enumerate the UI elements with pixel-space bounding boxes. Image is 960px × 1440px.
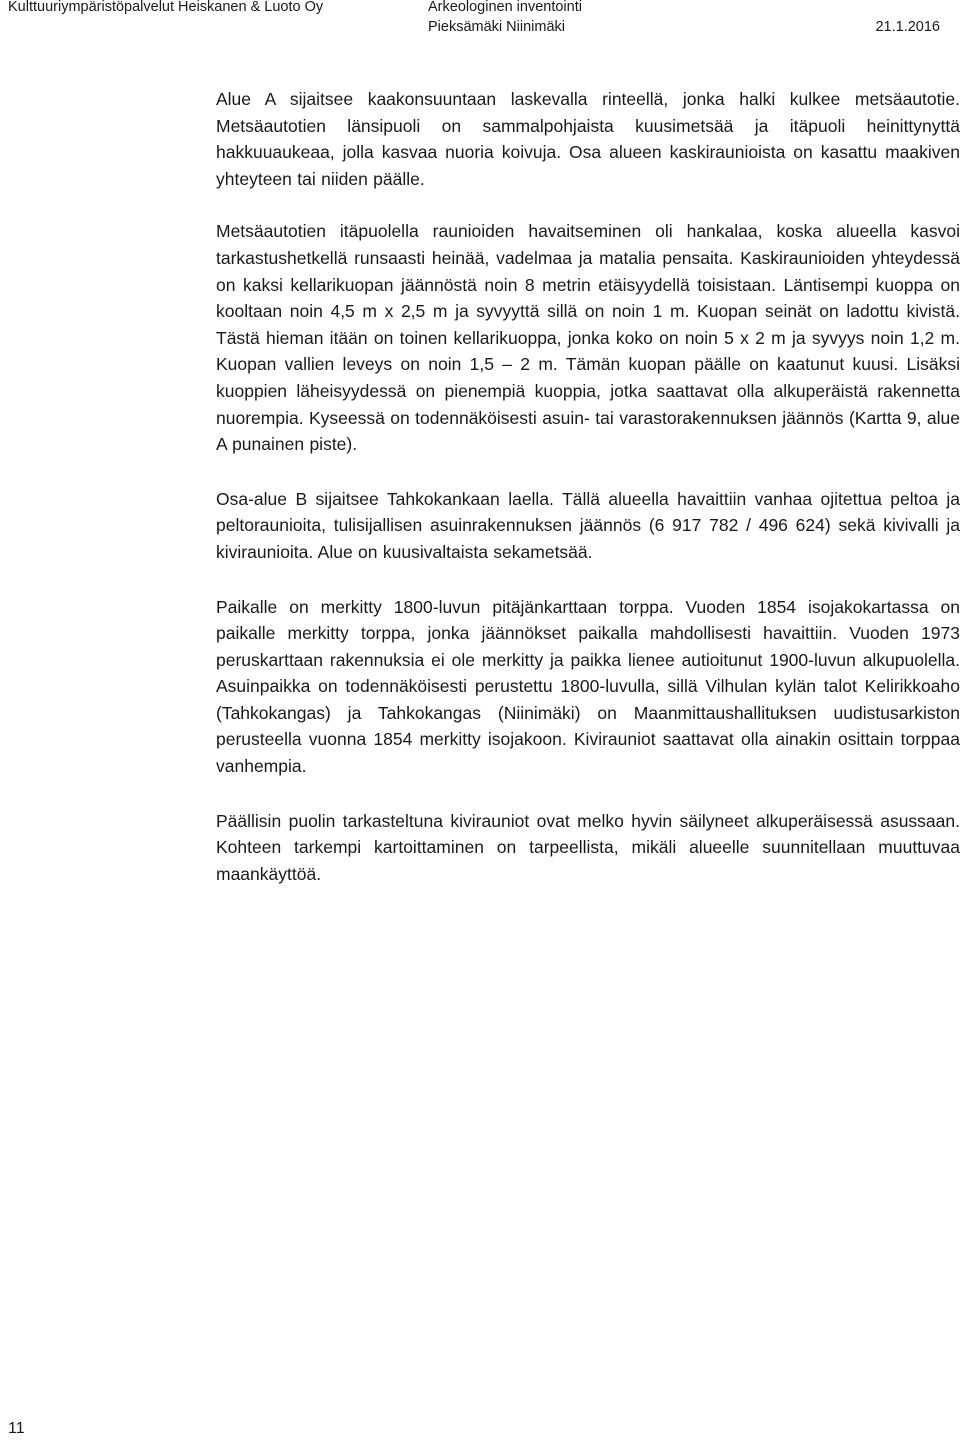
paragraph-condition: Päällisin puolin tarkasteltuna kivirauniot ovat melko hyvin säilyneet alkuperäisessä asussaan. Kohteen tarkempi kartoittaminen on tarpeellista, mikäli alueelle suunnitellaan muuttuvaa maankäyttöä. — [216, 810, 960, 884]
header-location: Pieksämäki Niinimäki — [428, 19, 565, 35]
paragraph-history: Paikalle on merkitty 1800-luvun pitäjänkarttaan torppa. Vuoden 1854 isojakokartassa on paikalle merkitty torppa, jonka jäännökset paikalla mahdollisesti havaittiin. Vuoden 1973 peruskarttaan rakennuksia ei ole merkitty ja paikka lienee autioitunut 1900-luvun alkupuolella. Asuinpaikka on todennäköisesti perustettu 1800-luvulla, sillä Vilhulan kylän talot Kelirikkoaho (Tahkokangas) ja Tahkokangas (Niinimäki) on Maanmittaushallituksen uudistusarkiston perusteella vuonna 1854 merkitty isojakoon. Kivirauniot saattavat olla ainakin osittain torppaa vanhempia. — [216, 596, 960, 777]
header-report-info — [428, 0, 582, 37]
page-header — [0, 0, 960, 46]
header-organization: Kulttuuriympäristöpalvelut Heiskanen & Luoto Oy — [8, 0, 324, 15]
header-date: 21.1.2016 — [875, 19, 940, 35]
page-number: 11 — [8, 1420, 25, 1437]
paragraph-cellar-pits: Metsäautotien itäpuolella raunioiden havaitseminen oli hankalaa, koska alueella kasvoi tarkastushetkellä runsaasti heinää, vadelmaa ja matalia pensaita. Kaskiraunioiden yhteydessä on kaksi kellarikuopan jäännöstä noin 8 metrin etäisyydellä toisistaan. Läntisempi kuoppa on kooltaan noin 4,5 m x 2,5 m ja syvyyttä sillä on noin 1 m. Kuopan seinät on ladottu kivistä. Tästä hieman itään on toinen kellarikuoppa, jonka koko on noin 5 x 2 m ja syvyys noin 1,2 m. Kuopan vallien leveys on noin 1,5 – 2 m. Tämän kuopan päälle on kaatunut kuusi. Lisäksi kuoppien läheisyydessä on pienempiä kuoppia, jotka saattavat olla alkuperäistä rakennetta nuorempia. Kyseessä on todennäköisesti asuin- tai varastorakennuksen jäännös (Kartta 9, alue A punainen piste). — [216, 221, 960, 455]
page-body — [216, 86, 960, 915]
paragraph-area-a-description: Alue A sijaitsee kaakonsuuntaan laskevalla rinteellä, jonka halki kulkee metsäautotie. Metsäautotien länsipuoli on sammalpohjaista kuusimetsää ja itäpuoli heinittynyttä hakkuuaukeaa, jolla kasvaa nuoria koivuja. Osa alueen kaskiraunioista on kasattu maakiven yhteyteen tai niiden päälle. — [216, 89, 960, 189]
header-report-type: Arkeologinen inventointi — [428, 0, 582, 15]
paragraph-area-b-description: Osa-alue B sijaitsee Tahkokankaan laella. Tällä alueella havaittiin vanhaa ojitettua peltoa ja peltoraunioita, tulisijallisen asuinrakennuksen jäännös (6 917 782 / 496 624) sekä kivivalli ja kiviraunioita. Alue on kuusivaltaista sekametsää. — [216, 488, 960, 562]
